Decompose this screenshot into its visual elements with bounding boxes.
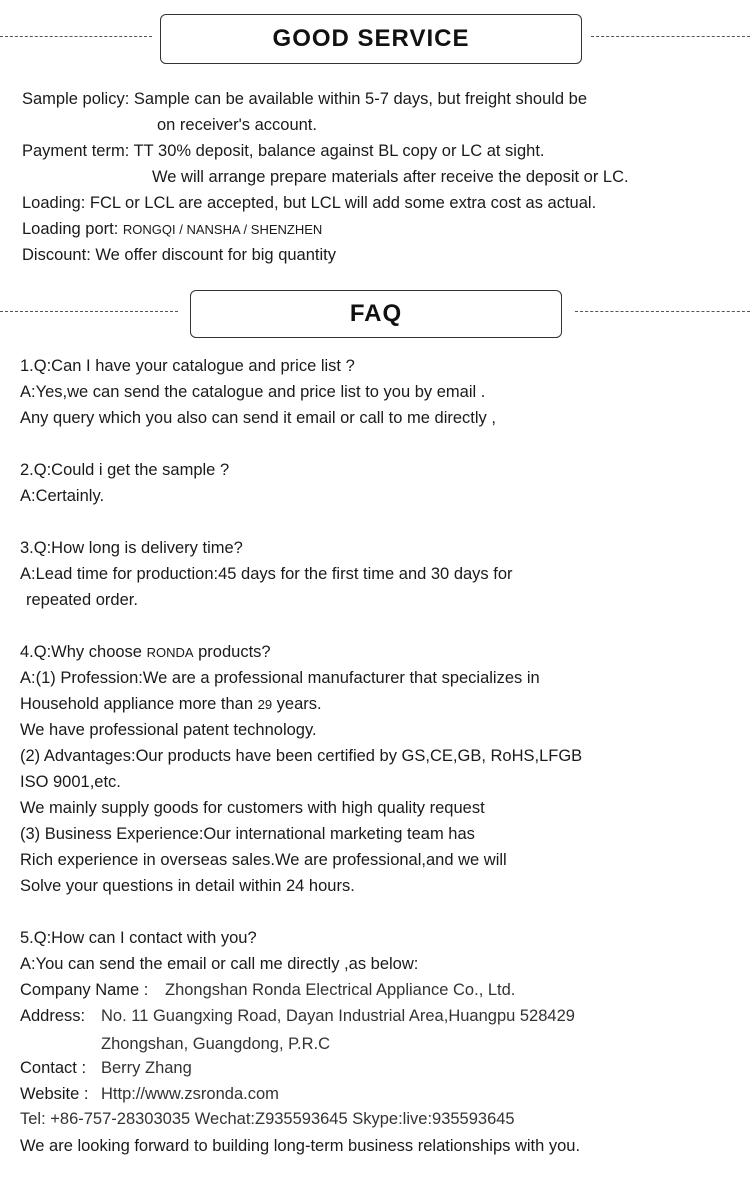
faq-a1-line2: Any query which you also can send it email or call to me directly , <box>20 409 496 427</box>
payment-term-line-2: We will arrange prepare materials after receive the deposit or LC. <box>152 168 629 186</box>
sample-policy-line <box>22 86 587 112</box>
faq-a3-line2: repeated order. <box>26 591 138 609</box>
discount-label: Discount: <box>22 246 91 264</box>
loading-label: Loading: <box>22 194 86 212</box>
faq-a4-line5: ISO 9001,etc. <box>20 773 121 791</box>
loading-port-line <box>22 216 322 243</box>
good-service-header <box>0 14 750 64</box>
faq-a1-line1: A:Yes,we can send the catalogue and price list to you by email . <box>20 383 486 401</box>
faq-a3-line1: A:Lead time for production:45 days for the first time and 30 days for <box>20 565 513 583</box>
payment-term-text: TT 30% deposit, balance against BL copy or LC at sight. <box>133 142 545 160</box>
company-name-label: Company Name : <box>20 981 149 999</box>
faq-q3: 3.Q:How long is delivery time? <box>20 539 243 557</box>
faq-a4-years-number: 29 <box>257 697 273 712</box>
left-dashed-divider <box>0 36 152 37</box>
closing-statement: We are looking forward to building long-term business relationships with you. <box>20 1137 581 1155</box>
faq-q4-brand: RONDA <box>146 645 194 660</box>
faq-a4-line2-suffix: years. <box>276 695 322 713</box>
left-dashed-divider <box>0 311 178 312</box>
address-label: Address: <box>20 1007 86 1025</box>
faq-a4-line2 <box>20 691 322 718</box>
faq-a4-line2-prefix: Household appliance more than <box>20 695 253 713</box>
faq-a4-line4: (2) Advantages:Our products have been certified by GS,CE,GB, RoHS,LFGB <box>20 747 583 765</box>
faq-header <box>0 290 750 340</box>
discount-line <box>22 242 336 268</box>
faq-a2: A:Certainly. <box>20 487 105 505</box>
faq-q2: 2.Q:Could i get the sample ? <box>20 461 230 479</box>
faq-q5: 5.Q:How can I contact with you? <box>20 929 257 947</box>
faq-a4-line7: (3) Business Experience:Our international marketing team has <box>20 825 475 843</box>
faq-a4-line9: Solve your questions in detail within 24 hours. <box>20 877 355 895</box>
right-dashed-divider <box>591 36 750 37</box>
payment-term-line <box>22 138 545 164</box>
discount-text: We offer discount for big quantity <box>95 246 336 264</box>
sample-policy-line-2: on receiver's account. <box>157 116 317 134</box>
website-label: Website : <box>20 1085 89 1103</box>
tel-wechat-skype-line: Tel: +86-757-28303035 Wechat:Z935593645 Skype:live:935593645 <box>20 1110 515 1128</box>
faq-q1: 1.Q:Can I have your catalogue and price list ? <box>20 357 355 375</box>
faq-a4-line3: We have professional patent technology. <box>20 721 317 739</box>
faq-q4 <box>20 639 271 666</box>
loading-port-label: Loading port: <box>22 220 119 238</box>
faq-q4-suffix: products? <box>198 643 271 661</box>
payment-term-label: Payment term: <box>22 142 130 160</box>
faq-a4-line6: We mainly supply goods for customers with high quality request <box>20 799 485 817</box>
loading-text: FCL or LCL are accepted, but LCL will add some extra cost as actual. <box>89 194 597 212</box>
contact-label: Contact : <box>20 1059 87 1077</box>
loading-line <box>22 190 596 216</box>
faq-a4-line8: Rich experience in overseas sales.We are professional,and we will <box>20 851 507 869</box>
faq-title: FAQ <box>190 290 562 338</box>
address-value-line1: No. 11 Guangxing Road, Dayan Industrial Area,Huangpu 528429 <box>101 1007 575 1025</box>
website-link[interactable]: Http://www.zsronda.com <box>101 1085 279 1103</box>
loading-port-text: RONGQI / NANSHA / SHENZHEN <box>122 222 323 237</box>
faq-q4-prefix: 4.Q:Why choose <box>20 643 142 661</box>
address-value-line2: Zhongshan, Guangdong, P.R.C <box>101 1035 331 1053</box>
sample-policy-text: Sample can be available within 5-7 days, but freight should be <box>133 90 588 108</box>
contact-value: Berry Zhang <box>101 1059 192 1077</box>
company-name-value: Zhongshan Ronda Electrical Appliance Co., Ltd. <box>165 981 516 999</box>
faq-a4-line1: A:(1) Profession:We are a professional manufacturer that specializes in <box>20 669 540 687</box>
right-dashed-divider <box>575 311 750 312</box>
good-service-title: GOOD SERVICE <box>160 14 582 64</box>
faq-a5: A:You can send the email or call me directly ,as below: <box>20 955 419 973</box>
sample-policy-label: Sample policy: <box>22 90 130 108</box>
